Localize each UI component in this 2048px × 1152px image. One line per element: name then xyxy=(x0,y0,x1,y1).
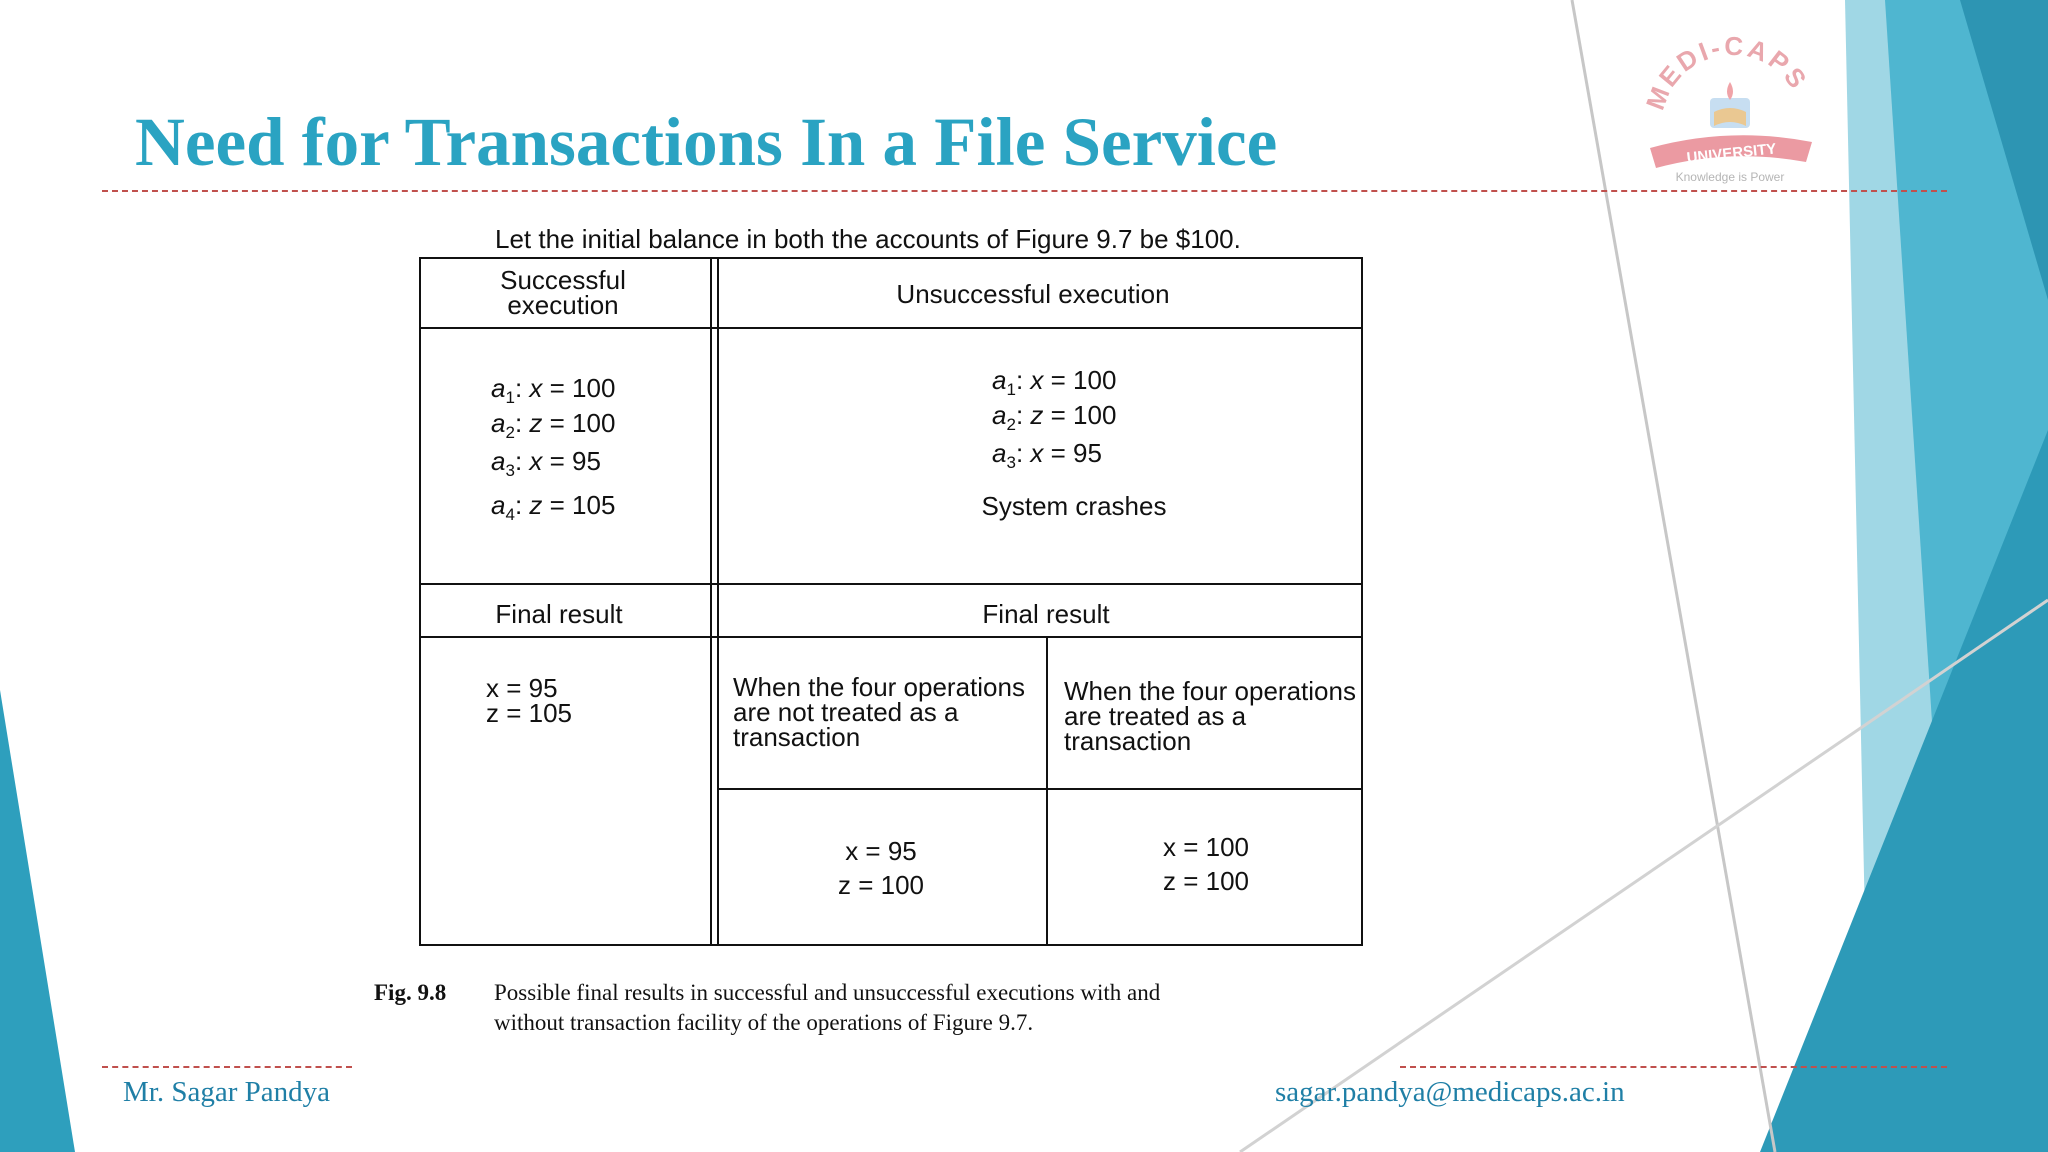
footer-email: sagar.pandya@medicaps.ac.in xyxy=(1275,1076,1625,1108)
unsuccessful-op-2: $a_2$: z = 100 xyxy=(992,400,1117,435)
transaction-result-z: z = 100 xyxy=(1162,866,1250,896)
logo-banner-text: UNIVERSITY xyxy=(1685,140,1778,167)
unsuccessful-op-3: $a_3$: x = 95 xyxy=(992,438,1102,473)
not-transaction-label: When the four operations are not treated as a transaction xyxy=(733,672,1025,752)
figure-intro: Let the initial balance in both the accounts of Figure 9.7 be $100. xyxy=(495,224,1241,254)
transaction-result-x: x = 100 xyxy=(1162,832,1250,862)
successful-op-3: $a_3$: x = 95 xyxy=(491,446,601,481)
successful-op-1: $a_1$: x = 100 xyxy=(491,373,616,408)
transaction-label: When the four operations are treated as a transaction xyxy=(1064,676,1356,756)
table-row-line-3 xyxy=(419,636,1361,638)
footer-author: Mr. Sagar Pandya xyxy=(123,1076,330,1108)
unsuccessful-op-1: $a_1$: x = 100 xyxy=(992,365,1117,400)
not-transaction-result xyxy=(838,834,924,902)
transaction-result xyxy=(1163,830,1249,898)
not-transaction-result-x: x = 95 xyxy=(845,836,917,866)
final-result-left: Final result xyxy=(495,599,623,629)
slide-title: Need for Transactions In a File Service xyxy=(135,104,1278,180)
table-divider-b xyxy=(717,257,719,944)
table-row-line-4 xyxy=(717,788,1361,790)
table-row-line-2 xyxy=(419,583,1361,585)
table-divider-c xyxy=(1046,636,1048,944)
table-divider-a xyxy=(710,257,712,944)
table-row-line-1 xyxy=(419,327,1361,329)
figure-caption-label: Fig. 9.8 xyxy=(374,980,447,1005)
figure-caption-line-2: without transaction facility of the operations of Figure 9.7. xyxy=(494,1010,1034,1035)
figure-caption-line-1: Possible final results in successful and unsuccessful executions with and xyxy=(494,980,1161,1005)
success-result xyxy=(486,673,573,728)
not-transaction-result-z: z = 100 xyxy=(837,870,925,900)
system-crashes: System crashes xyxy=(981,491,1167,521)
success-result-x: x = 95 xyxy=(486,673,558,703)
successful-op-4: $a_4$: z = 105 xyxy=(491,490,616,525)
logo-tagline: Knowledge is Power xyxy=(1675,170,1785,184)
successful-header: Successful execution xyxy=(500,265,626,320)
successful-op-2: $a_2$: z = 100 xyxy=(491,408,616,443)
final-result-right: Final result xyxy=(982,599,1110,629)
footer-divider-left xyxy=(102,1066,352,1068)
logo-name: MEDI-CAPS xyxy=(1639,30,1815,114)
success-result-z: z = 105 xyxy=(486,698,573,728)
footer-divider-right xyxy=(1400,1066,1947,1068)
unsuccessful-header: Unsuccessful execution xyxy=(896,279,1170,309)
